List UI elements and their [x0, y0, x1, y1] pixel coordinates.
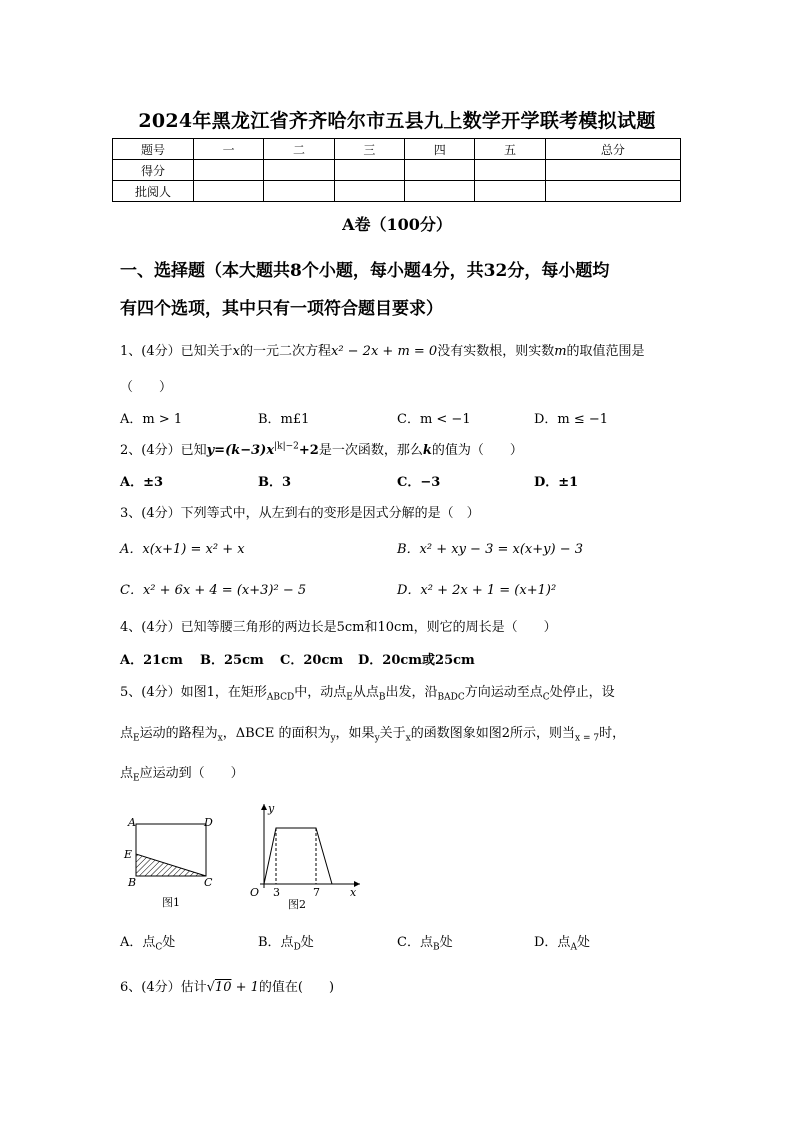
q5-label-abcd: ABCD	[266, 692, 295, 703]
score-cell[interactable]	[475, 181, 545, 202]
q4-option-d[interactable]: D．20cm或25cm	[358, 653, 475, 668]
q5-label-x: x	[405, 733, 411, 744]
q5-option-text: D．点	[534, 935, 571, 950]
q5-option-b[interactable]	[258, 931, 314, 953]
fig1-label-a: A	[128, 816, 136, 829]
q5-label-e: E	[133, 773, 140, 784]
q5-text: 处停止，设	[549, 685, 615, 700]
q2-option-c[interactable]: C．−3	[397, 475, 441, 490]
q5-option-text: 处	[576, 935, 590, 950]
score-row-label: 得分	[113, 160, 194, 181]
fig1-caption: 图1	[162, 896, 180, 909]
q5-text: 中，动点	[294, 685, 347, 700]
q2-var-k: k	[422, 443, 432, 458]
q3-option-c[interactable]: C．x² + 6x + 4 = (x+3)² − 5	[120, 583, 307, 598]
q5-label-x7: x = 7	[575, 733, 600, 744]
score-header-cell: 四	[405, 139, 475, 160]
figure-2-graph	[236, 798, 366, 912]
question-1	[120, 340, 645, 359]
q5-label-b: B	[378, 692, 386, 703]
q5-text: 应运动到（ ）	[139, 766, 244, 781]
q1-option-c[interactable]: C．m < −1	[397, 412, 471, 427]
q5-option-a[interactable]	[120, 931, 175, 953]
fig2-label-x: x	[350, 886, 357, 899]
q6-text: 的值在( )	[258, 980, 335, 995]
q2-expression: y=(k−3)x	[206, 443, 275, 458]
question-2	[120, 439, 523, 458]
q2-option-d[interactable]: D．±1	[534, 475, 579, 490]
score-header-cell: 二	[264, 139, 334, 160]
figure-1-rectangle	[118, 812, 228, 912]
q5-option-point: B	[432, 942, 440, 953]
fig1-label-e: E	[124, 848, 133, 861]
q1-var-x: x	[232, 344, 240, 359]
score-cell[interactable]	[545, 181, 680, 202]
q5-text: ，如果	[335, 726, 375, 741]
page-title: 2024年黑龙江省齐齐哈尔市五县九上数学开学联考模拟试题	[138, 110, 656, 132]
score-cell[interactable]	[545, 160, 680, 181]
question-4: 4、(4分）已知等腰三角形的两边长是5cm和10cm，则它的周长是（ ）	[120, 620, 557, 635]
q2-text: 的值为（ ）	[431, 443, 523, 458]
q4-option-b[interactable]: B．25cm	[200, 653, 264, 668]
score-cell[interactable]	[334, 181, 404, 202]
score-cell[interactable]	[194, 181, 264, 202]
q6-radicand: 10	[214, 980, 232, 995]
section1-heading-line1: 一、选择题（本大题共8个小题，每小题4分，共32分，每小题均	[120, 261, 610, 281]
score-cell[interactable]	[264, 160, 334, 181]
fig2-function-line	[264, 828, 332, 884]
q1-var-m: m	[554, 344, 567, 359]
q5-label-y: y	[330, 733, 336, 744]
q5-label-e: E	[346, 692, 353, 703]
q5-text: 出发，沿	[385, 685, 438, 700]
q5-label-e: E	[133, 733, 140, 744]
q5-text: 点	[120, 726, 134, 741]
q5-label-y: y	[374, 733, 380, 744]
q3-option-d[interactable]: D．x² + 2x + 1 = (x+1)²	[397, 583, 557, 598]
q5-text: 的函数图象如图2所示，则当	[410, 726, 576, 741]
question-3: 3、(4分）下列等式中，从左到右的变形是因式分解的是（ ）	[120, 506, 480, 521]
q1-text: 1、(4分）已知关于	[120, 344, 233, 359]
score-table-row	[113, 181, 681, 202]
question-5-line1	[120, 681, 615, 703]
q2-text: 2、(4分）已知	[120, 443, 207, 458]
score-header-cell: 五	[475, 139, 545, 160]
fig2-tick-7: 7	[313, 886, 320, 899]
score-header-cell: 总分	[545, 139, 680, 160]
fig1-label-b: B	[128, 876, 137, 889]
q5-option-text: 处	[162, 935, 176, 950]
q1-option-d[interactable]: D．m ≤ −1	[534, 412, 609, 427]
q1-text: 的一元二次方程	[239, 344, 331, 359]
fig2-label-o: O	[250, 886, 260, 899]
q5-text: 从点	[352, 685, 379, 700]
q5-option-point: A	[570, 942, 577, 953]
score-header-cell: 一	[194, 139, 264, 160]
q5-option-d[interactable]	[534, 931, 590, 953]
q4-option-a[interactable]: A．21cm	[120, 653, 183, 668]
q5-option-point: C	[155, 942, 163, 953]
q5-text: 方向运动至点	[464, 685, 543, 700]
q6-text: 6、(4分）估计	[120, 980, 207, 995]
q5-option-text: B．点	[258, 935, 294, 950]
score-header-cell: 题号	[113, 139, 194, 160]
score-cell[interactable]	[264, 181, 334, 202]
q2-option-a[interactable]: A．±3	[120, 475, 164, 490]
score-table-row	[113, 160, 681, 181]
fig2-label-y: y	[268, 802, 275, 815]
q2-expression-tail: +2	[298, 443, 319, 458]
q1-text: 的取值范围是	[566, 344, 645, 359]
q5-text: 时，	[599, 726, 626, 741]
fig2-caption: 图2	[288, 898, 306, 911]
section1-heading-line2: 有四个选项，其中只有一项符合题目要求）	[120, 299, 443, 319]
q5-text: 5、(4分）如图1，在矩形	[120, 685, 267, 700]
section-a-heading: A卷（100分）	[342, 215, 452, 234]
fig2-tick-3: 3	[273, 886, 280, 899]
q6-sqrt: √10	[206, 980, 232, 995]
q5-label-badc: BADC	[437, 692, 465, 703]
triangle-bce	[136, 854, 206, 876]
fig1-label-d: D	[204, 816, 213, 829]
q5-text: ，ΔBCE 的面积为	[222, 726, 331, 741]
fig1-label-c: C	[204, 876, 213, 889]
q5-text: 关于	[379, 726, 406, 741]
score-cell[interactable]	[194, 160, 264, 181]
score-cell[interactable]	[405, 160, 475, 181]
score-header-cell: 三	[334, 139, 404, 160]
score-cell[interactable]	[334, 160, 404, 181]
q1-option-b[interactable]: B．m£1	[258, 412, 310, 427]
q5-option-c[interactable]	[397, 931, 453, 953]
q3-option-a[interactable]: A．x(x+1) = x² + x	[120, 542, 245, 557]
score-cell[interactable]	[475, 160, 545, 181]
fig2-y-arrow	[261, 804, 267, 810]
q1-answer-paren: （ ）	[120, 380, 173, 395]
score-table	[112, 138, 681, 202]
q5-label-c: C	[542, 692, 550, 703]
q1-text: 没有实数根，则实数	[437, 344, 555, 359]
q2-exponent: |k|−2	[274, 441, 299, 452]
q1-equation: x² − 2x + m = 0	[330, 344, 438, 359]
q5-option-text: 处	[439, 935, 453, 950]
q3-option-b[interactable]: B．x² + xy − 3 = x(x+y) − 3	[397, 542, 583, 557]
score-row-label: 批阅人	[113, 181, 194, 202]
score-cell[interactable]	[405, 181, 475, 202]
q2-option-b[interactable]: B．3	[258, 475, 292, 490]
question-5-line3	[120, 762, 244, 784]
score-table-header-row	[113, 139, 681, 160]
q5-option-text: C．点	[397, 935, 433, 950]
q2-text: 是一次函数，那么	[318, 443, 423, 458]
q5-option-point: D	[293, 942, 301, 953]
q5-text: 点	[120, 766, 134, 781]
q4-option-c[interactable]: C．20cm	[280, 653, 344, 668]
q6-plus-one: + 1	[231, 980, 259, 995]
q5-option-text: A．点	[120, 935, 156, 950]
question-5-line2	[120, 722, 625, 744]
q1-option-a[interactable]: A．m > 1	[120, 412, 183, 427]
q5-option-text: 处	[300, 935, 314, 950]
question-6	[120, 976, 334, 995]
q5-text: 运动的路程为	[139, 726, 218, 741]
q5-label-x: x	[217, 733, 223, 744]
